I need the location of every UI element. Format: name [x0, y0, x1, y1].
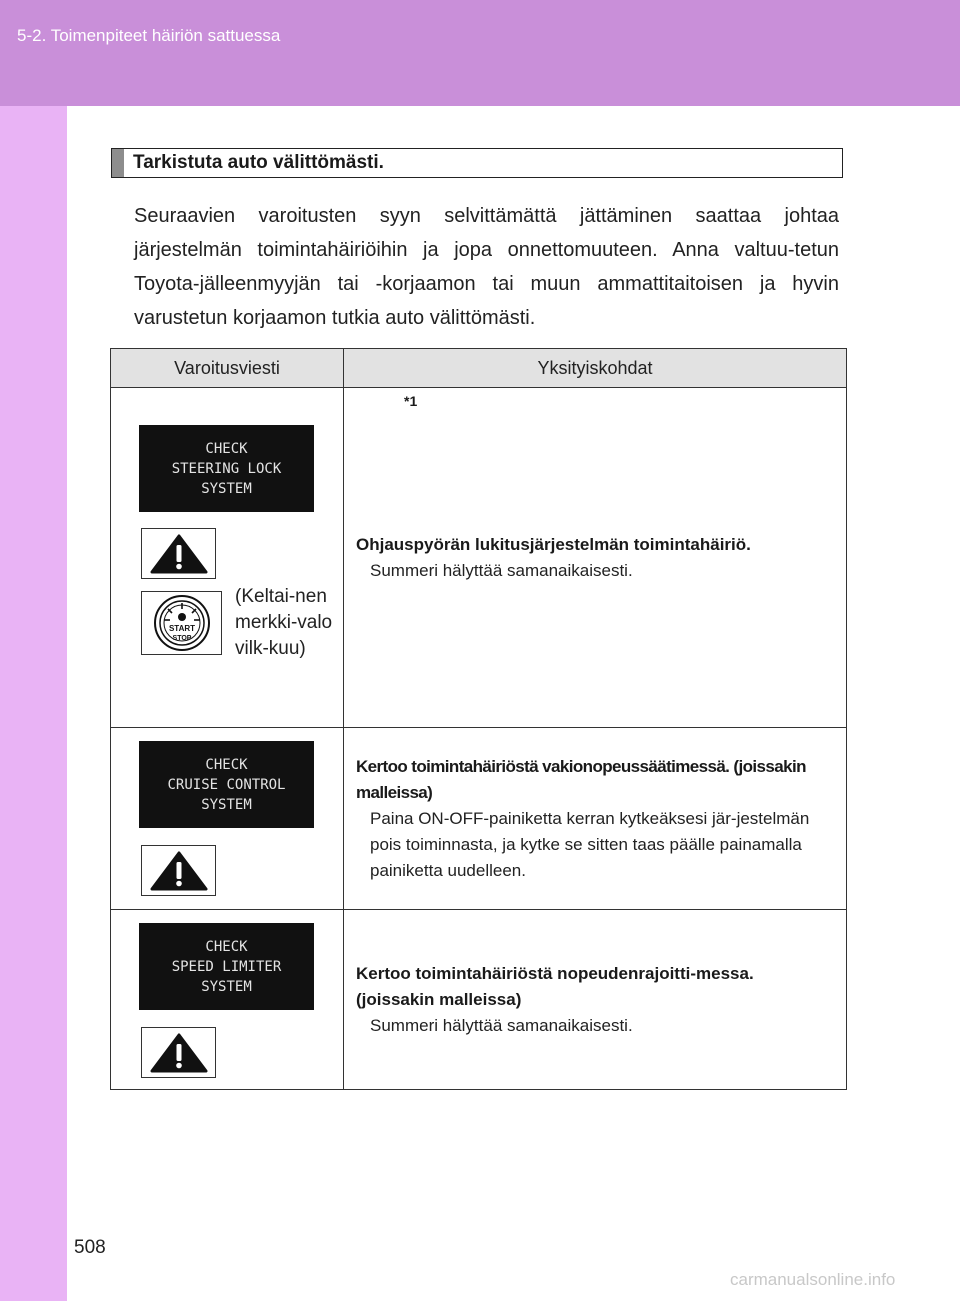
details-body: Summeri hälyttää samanaikaisesti.	[370, 560, 633, 580]
warning-triangle-icon	[141, 528, 216, 579]
column-header-message: Varoitusviesti	[111, 349, 344, 388]
table-row	[111, 388, 847, 728]
lcd-line: SPEED LIMITER	[171, 958, 282, 975]
lcd-line: CHECK	[205, 756, 248, 773]
message-cell	[111, 728, 344, 910]
warning-triangle-icon	[141, 845, 216, 896]
lcd-line: CHECK	[205, 938, 248, 955]
details-title: Ohjauspyörän lukitusjärjestelmän toimintahäiriö.	[356, 534, 751, 554]
message-cell	[111, 910, 344, 1090]
lcd-line: STEERING LOCK	[171, 460, 282, 477]
footnote-marker: *1	[404, 393, 418, 409]
warning-table	[110, 348, 847, 1090]
heading-accent-bar	[112, 149, 124, 177]
details-text	[344, 754, 846, 884]
details-cell	[344, 388, 847, 728]
section-heading-text: Tarkistuta auto välittömästi.	[133, 152, 384, 173]
chapter-title: 5-2. Toimenpiteet häiriön sattuessa	[17, 26, 281, 45]
lcd-line: SYSTEM	[201, 480, 252, 497]
message-cell	[111, 388, 418, 728]
table-row	[111, 728, 847, 910]
lcd-display	[139, 425, 314, 512]
lcd-line: SYSTEM	[201, 796, 252, 813]
details-cell	[344, 728, 847, 910]
warning-triangle-icon	[141, 1027, 216, 1078]
stop-label: STOP	[172, 635, 191, 642]
table-row	[111, 910, 847, 1090]
start-stop-button-icon	[141, 591, 222, 655]
column-header-details: Yksityiskohdat	[344, 349, 847, 388]
intro-paragraph: Seuraavien varoitusten syyn selvittämättä jättäminen saattaa johtaa järjestelmän toimintahäiriöihin ja jopa onnettomuuteen. Anna valtuu-tetun Toyota-jälleenmyyjän tai -korjaamon tai muun ammattitaitoisen ja hyvin varustetun korjaamon tutkia auto välittömästi.	[134, 205, 839, 329]
page-number: 508	[74, 1237, 106, 1258]
start-label: START	[168, 624, 195, 633]
details-cell	[344, 910, 847, 1090]
table-header-row	[111, 349, 847, 388]
lcd-line: CHECK	[205, 440, 248, 457]
watermark: carmanualsonline.info	[730, 1270, 896, 1289]
header-band	[0, 0, 960, 106]
details-text	[344, 532, 846, 584]
lcd-line: CRUISE CONTROL	[167, 776, 286, 793]
details-body: Paina ON-OFF-painiketta kerran kytkeäksesi jär-jestelmän pois toiminnasta, ja kytke se sitten taas päälle painamalla painiketta uudelleen.	[370, 808, 810, 880]
side-band	[0, 106, 67, 1301]
details-title: Kertoo toimintahäiriöstä nopeudenrajoitti-messa. (joissakin malleissa)	[356, 963, 754, 1009]
indicator-note: (Keltai-nen merkki-valo vilk-kuu)	[235, 586, 333, 659]
lcd-display	[139, 741, 314, 828]
details-text	[344, 961, 846, 1039]
lcd-display	[139, 923, 314, 1010]
details-body: Summeri hälyttää samanaikaisesti.	[370, 1015, 633, 1035]
section-heading	[111, 148, 843, 178]
details-title: Kertoo toimintahäiriöstä vakionopeussäätimessä. (joissakin malleissa)	[356, 756, 806, 802]
lcd-line: SYSTEM	[201, 978, 252, 995]
